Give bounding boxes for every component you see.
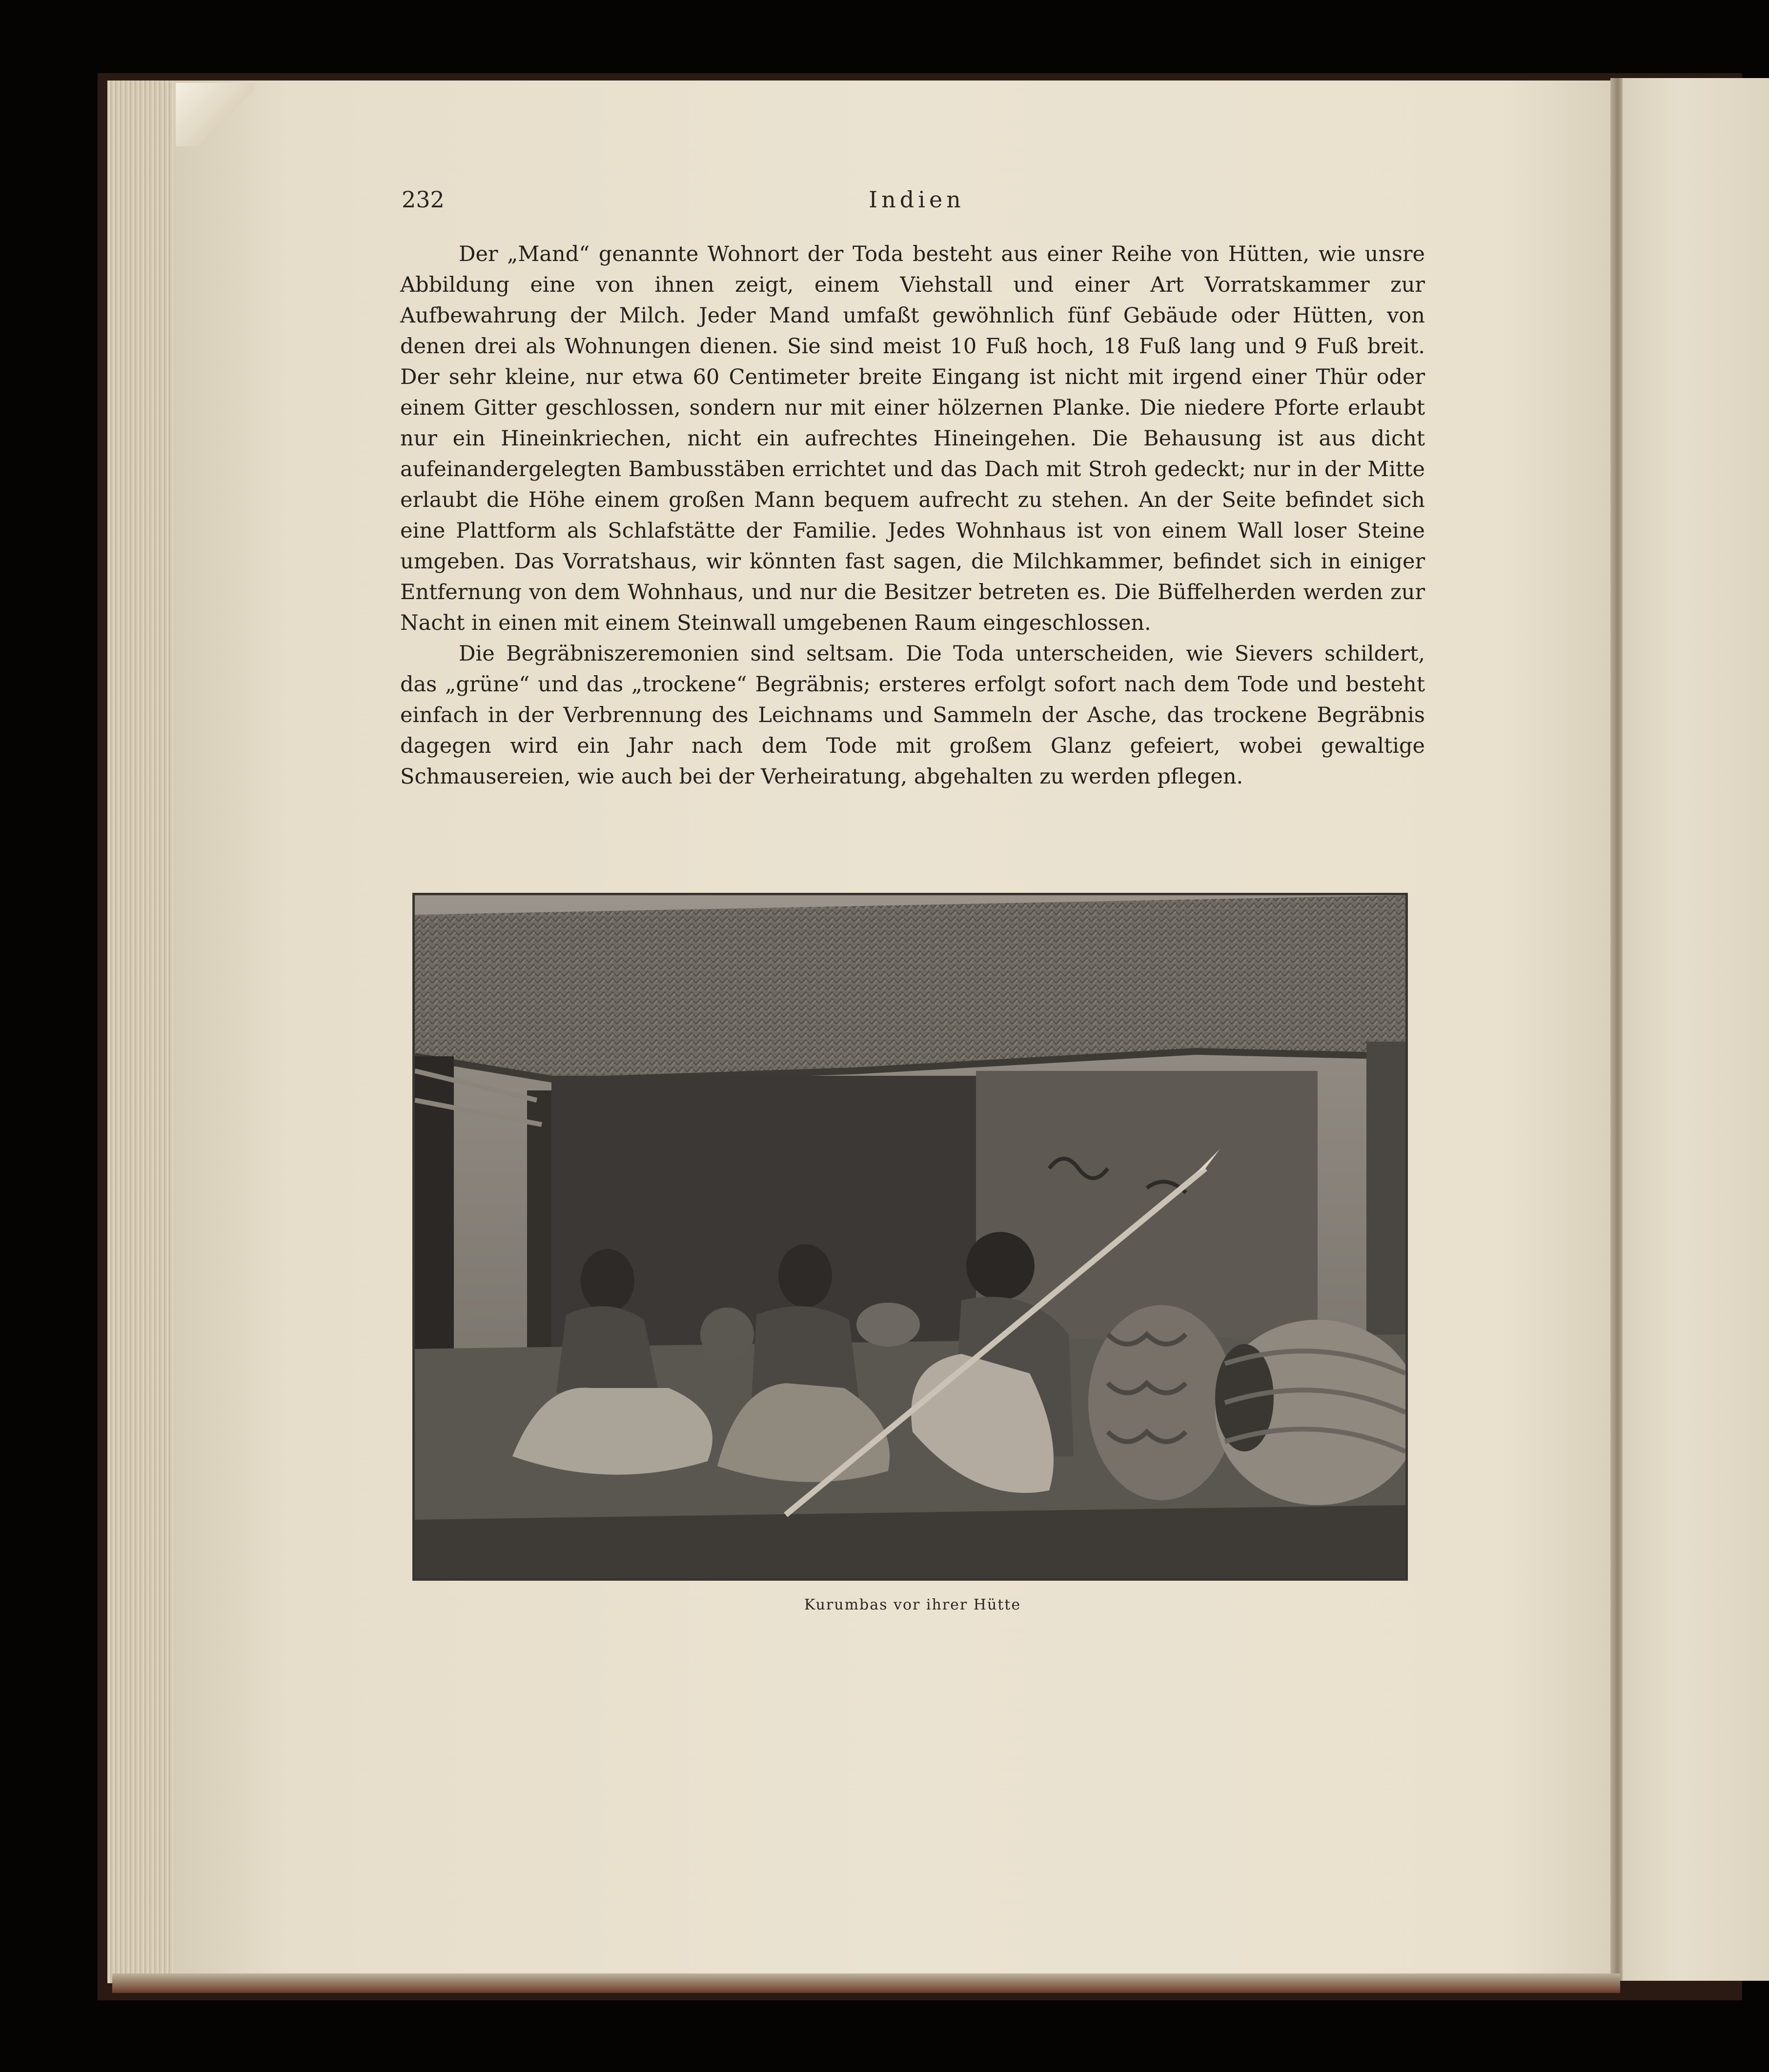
page-corner-curl — [176, 83, 254, 146]
photograph — [412, 893, 1408, 1581]
page-bottom-edge — [112, 1973, 1620, 1993]
facing-page — [1623, 78, 1769, 1981]
running-title: Indien — [869, 186, 965, 213]
paragraph: Die Begräbniszeremonien sind seltsam. Die Toda unterscheiden, wie Sievers schildert, das „grüne“ und das „trockene“ Begräbnis; ersteres erfolgt sofort nach dem Tode und besteht einfach in der Verbrennung des Leichnams und Sammeln der Asche, das trockene Begräbnis dagegen wird ein Jahr nach dem Tode mit großem Glanz gefeiert, wobei gewaltige Schmausereien, wie auch bei der Verheiratung, abgehalten zu werden pflegen. — [400, 642, 1425, 789]
figure-caption: Kurumbas vor ihrer Hütte — [804, 1596, 1021, 1613]
page-number: 232 — [402, 186, 445, 213]
paragraph: Der „Mand“ genannte Wohnort der Toda besteht aus einer Reihe von Hütten, wie unsre Abbildung eine von ihnen zeigt, einem Viehstall und einer Art Vorratskammer zur Aufbewahrung der Milch. Jeder Mand umfaßt gewöhnlich fünf Gebäude oder Hütten, von denen drei als Wohnungen dienen. Sie sind meist 10 Fuß hoch, 18 Fuß lang und 9 Fuß breit. Der sehr kleine, nur etwa 60 Centimeter breite Eingang ist nicht mit irgend einer Thür oder einem Gitter geschlossen, sondern nur mit einer hölzernen Planke. Die niedere Pforte erlaubt nur ein Hineinkriechen, nicht ein aufrechtes Hineingehen. Die Behausung ist aus dicht aufeinandergelegten Bambusstäben errichtet und das Dach mit Stroh gedeckt; nur in der Mitte erlaubt die Höhe einem großen Mann bequem aufrecht zu stehen. An der Seite befindet sich eine Plattform als Schlafstätte der Familie. Jedes Wohnhaus ist von einem Wall loser Steine umgeben. Das Vorratshaus, wir könnten fast sagen, die Milchkammer, befindet sich in einiger Entfernung von dem Wohnhaus, und nur die Besitzer betreten es. Die Büffelherden werden zur Nacht in einen mit einem Steinwall umgebenen Raum eingeschlossen. — [400, 242, 1425, 635]
body-text — [400, 239, 1425, 792]
